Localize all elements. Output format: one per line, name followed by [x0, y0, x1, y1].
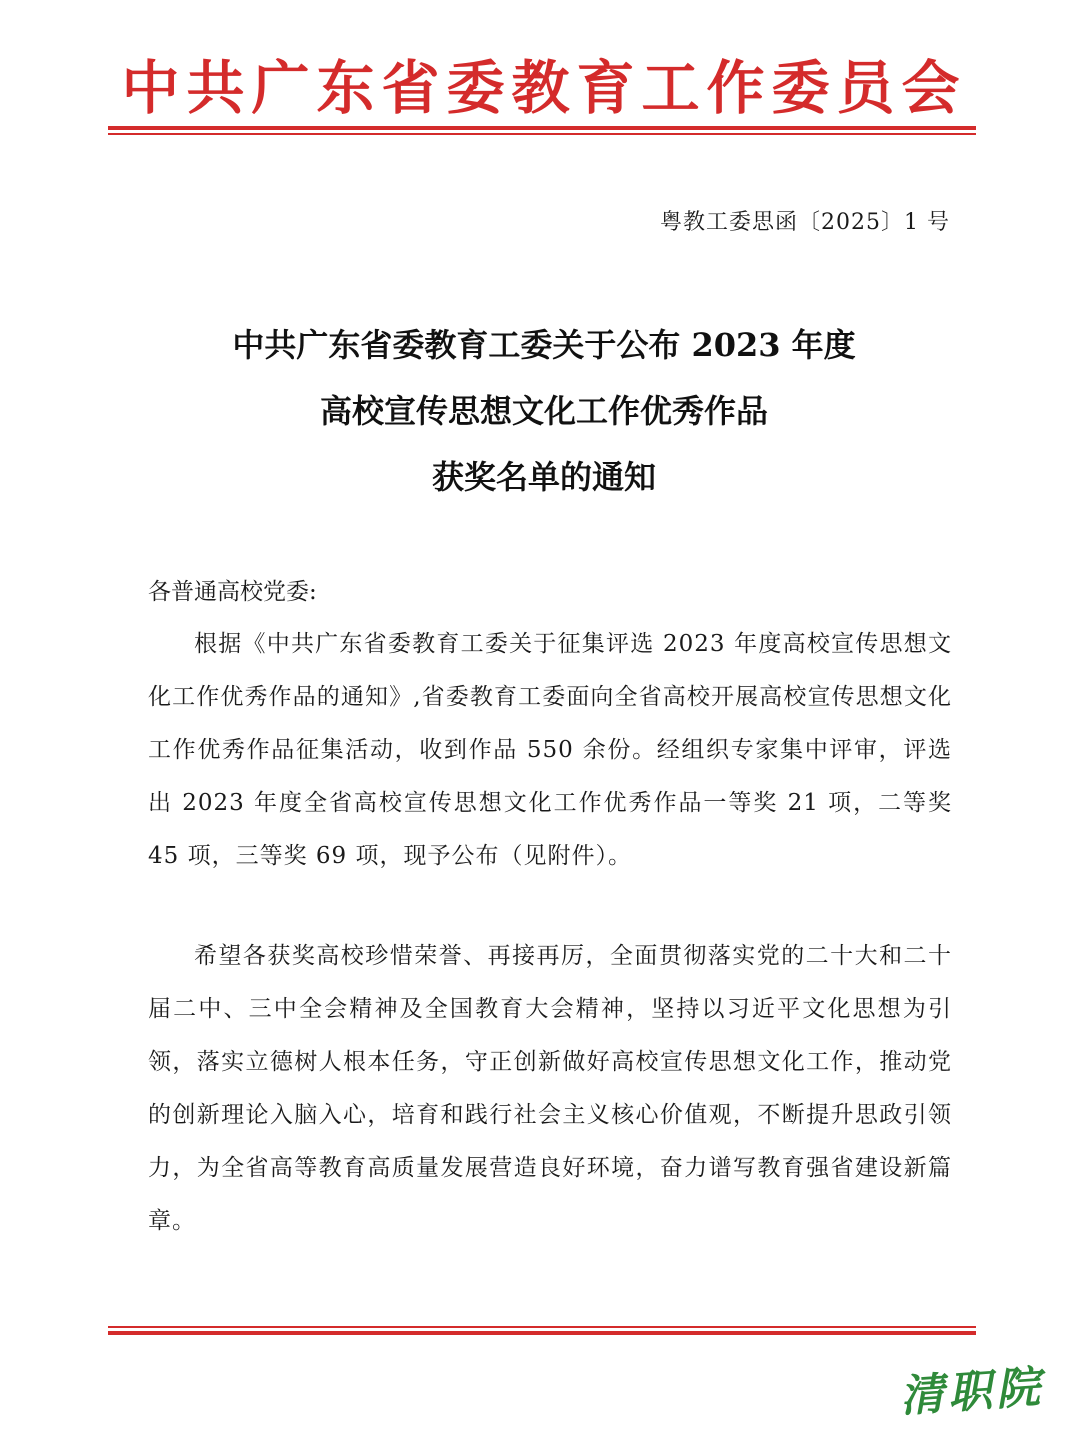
- header-divider: [108, 126, 976, 135]
- salutation: 各普通高校党委:: [148, 579, 317, 605]
- issuer-header: 中共广东省委教育工作委员会: [121, 54, 967, 122]
- footer-divider-thick-line: [108, 1331, 976, 1335]
- body-paragraph-2: 希望各获奖高校珍惜荣誉、再接再厉，全面贯彻落实党的二十大和二十届二中、三中全会精神及全国教育大会精神，坚持以习近平文化思想为引领，落实立德树人根本任务，守正创新做好高校宣传思想文化工作，推动党的创新理论入脑入心，培育和践行社会主义核心价值观，不断提升思政引领力，为全省高等教育高质量发展营造良好环境，奋力谱写教育强省建设新篇章。: [148, 943, 952, 1234]
- document-title-line-2: 高校宣传思想文化工作优秀作品: [319, 392, 768, 430]
- document-title: [0, 312, 1088, 510]
- footer-divider: [108, 1326, 976, 1335]
- document-title-line-1: 中共广东省委教育工委关于公布 2023 年度: [232, 326, 856, 364]
- body-paragraph-1: 根据《中共广东省委教育工委关于征集评选 2023 年度高校宣传思想文化工作优秀作品的通知》,省委教育工委面向全省高校开展高校宣传思想文化工作优秀作品征集活动，收到作品 550 余份。经组织专家集中评审，评选出 2023 年度全省高校宣传思想文化工作优秀作品一等奖 21 项，二等奖 45 项，三等奖 69 项，现予公布（见附件）。: [148, 631, 952, 869]
- document-title-line-3: 获奖名单的通知: [431, 458, 656, 496]
- header-divider-thin-line: [108, 133, 976, 135]
- watermark-logo: 清职院: [898, 1361, 1046, 1423]
- document-number: 粤教工委思函〔2025〕1 号: [660, 210, 950, 235]
